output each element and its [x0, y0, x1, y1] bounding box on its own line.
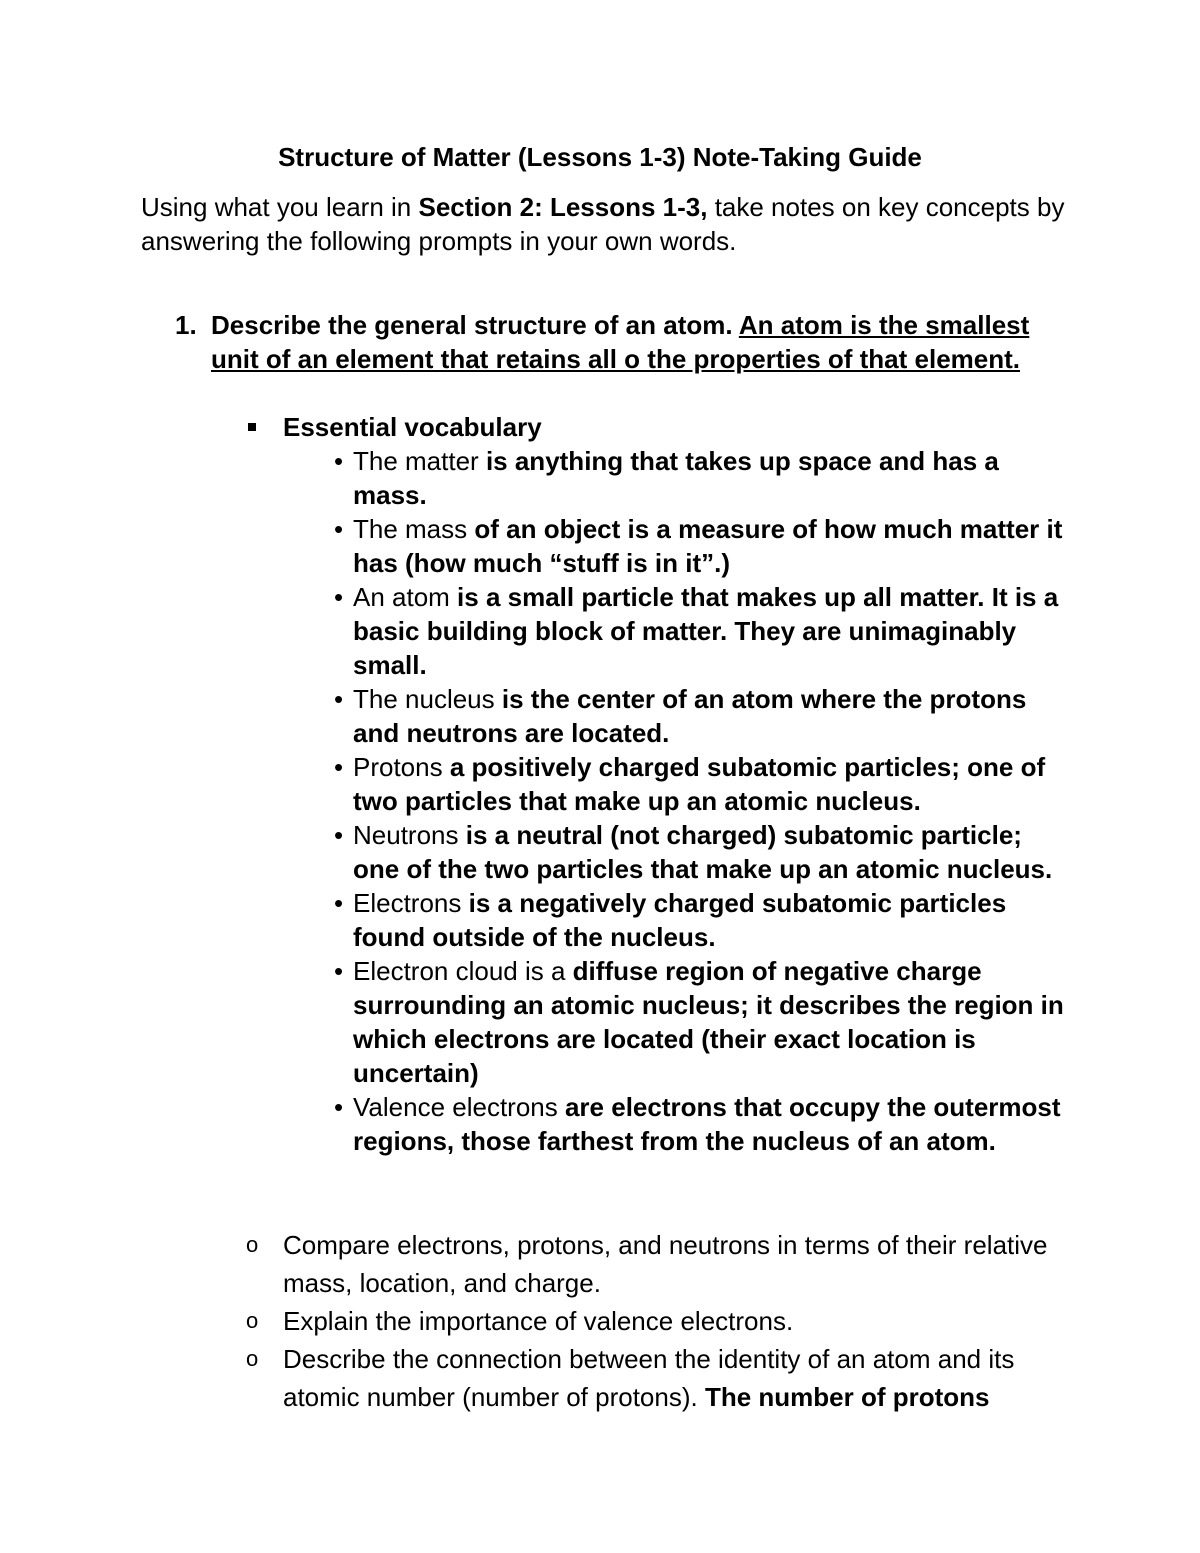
vocab-term: Electrons [353, 888, 462, 918]
subprompt-question: Describe the connection between the identity of an atom and its atomic number (number of protons). [283, 1344, 1015, 1412]
bullet-icon: • [334, 888, 344, 918]
list-item [334, 444, 1064, 512]
bullet-icon: • [334, 820, 344, 850]
list-item [334, 886, 1064, 954]
vocab-term: Neutrons [353, 820, 459, 850]
list-item [334, 954, 1064, 1090]
intro-text-end: take notes on key concepts by answering the following prompts in your own words. [141, 192, 1065, 256]
vocab-term: Electron cloud is a [353, 956, 566, 986]
subprompt-question: Compare electrons, protons, and neutrons in terms of their relative mass, location, and charge. [283, 1230, 1048, 1298]
vocab-definition: is the center of an atom where the protons and neutrons are located. [353, 684, 1027, 748]
question-answer: An atom is the smallest unit of an element that retains all o the properties of that element. [211, 310, 1030, 374]
bullet-icon: • [334, 1092, 344, 1122]
essential-vocabulary-heading [248, 410, 542, 444]
list-item [334, 818, 1064, 886]
vocab-term: The mass [353, 514, 468, 544]
subprompt-answer: The number of protons [697, 1382, 990, 1412]
list-item [334, 750, 1064, 818]
intro-text-start: Using what you learn in [141, 192, 419, 222]
vocab-definition: diffuse region of negative charge surrounding an atomic nucleus; it describes the region in which electrons are located (their exact location is uncertain) [353, 956, 1064, 1088]
vocab-definition: of an object is a measure of how much matter it has (how much “stuff is in it”.) [353, 514, 1063, 578]
vocab-definition: is a small particle that makes up all matter. It is a basic building block of matter. They are unimaginably small. [353, 582, 1059, 680]
question-prompt: Describe the general structure of an atom. [211, 310, 733, 340]
bullet-icon: • [334, 752, 344, 782]
circle-bullet-icon: o [246, 1308, 259, 1333]
intro-paragraph [141, 190, 1071, 258]
square-bullet-icon [248, 423, 256, 431]
bullet-icon: • [334, 446, 344, 476]
subprompt-text [283, 1302, 1066, 1340]
list-item [334, 512, 1064, 580]
vocab-definition: a positively charged subatomic particles; one of two particles that make up an atomic nucleus. [353, 752, 1046, 816]
subprompt-question: Explain the importance of valence electrons. [283, 1306, 794, 1336]
vocab-term: Protons [353, 752, 443, 782]
circle-bullet-icon: o [246, 1232, 259, 1257]
vocab-definition: is a neutral (not charged) subatomic particle; one of the two particles that make up an atomic nucleus. [353, 820, 1053, 884]
question-1 [175, 308, 1055, 376]
vocab-term: Valence electrons [353, 1092, 558, 1122]
vocab-definition: are electrons that occupy the outermost regions, those farthest from the nucleus of an atom. [353, 1092, 1061, 1156]
subprompt-valence [246, 1302, 1066, 1340]
subprompt-atomic-number [246, 1340, 1066, 1416]
list-item [334, 580, 1064, 682]
bullet-icon: • [334, 684, 344, 714]
question-number: 1. [175, 310, 197, 340]
bullet-icon: • [334, 582, 344, 612]
vocab-term: The nucleus [353, 684, 495, 714]
vocab-term: An atom [353, 582, 450, 612]
list-item [334, 1090, 1064, 1158]
question-body [211, 308, 1055, 376]
circle-bullet-icon: o [246, 1346, 259, 1371]
list-item [334, 682, 1064, 750]
subprompt-compare [246, 1226, 1066, 1302]
subprompt-text [283, 1226, 1066, 1302]
vocab-definition: is anything that takes up space and has a mass. [353, 446, 999, 510]
vocab-definition: is a negatively charged subatomic particles found outside of the nucleus. [353, 888, 1007, 952]
vocab-term: The matter [353, 446, 479, 476]
page-title: Structure of Matter (Lessons 1-3) Note-Taking Guide [278, 142, 922, 172]
intro-section-ref: Section 2: Lessons 1-3, [418, 192, 708, 222]
vocabulary-list [334, 444, 1064, 1158]
bullet-icon: • [334, 956, 344, 986]
subprompt-text [283, 1340, 1066, 1416]
essential-vocabulary-label: Essential vocabulary [283, 412, 542, 442]
bullet-icon: • [334, 514, 344, 544]
